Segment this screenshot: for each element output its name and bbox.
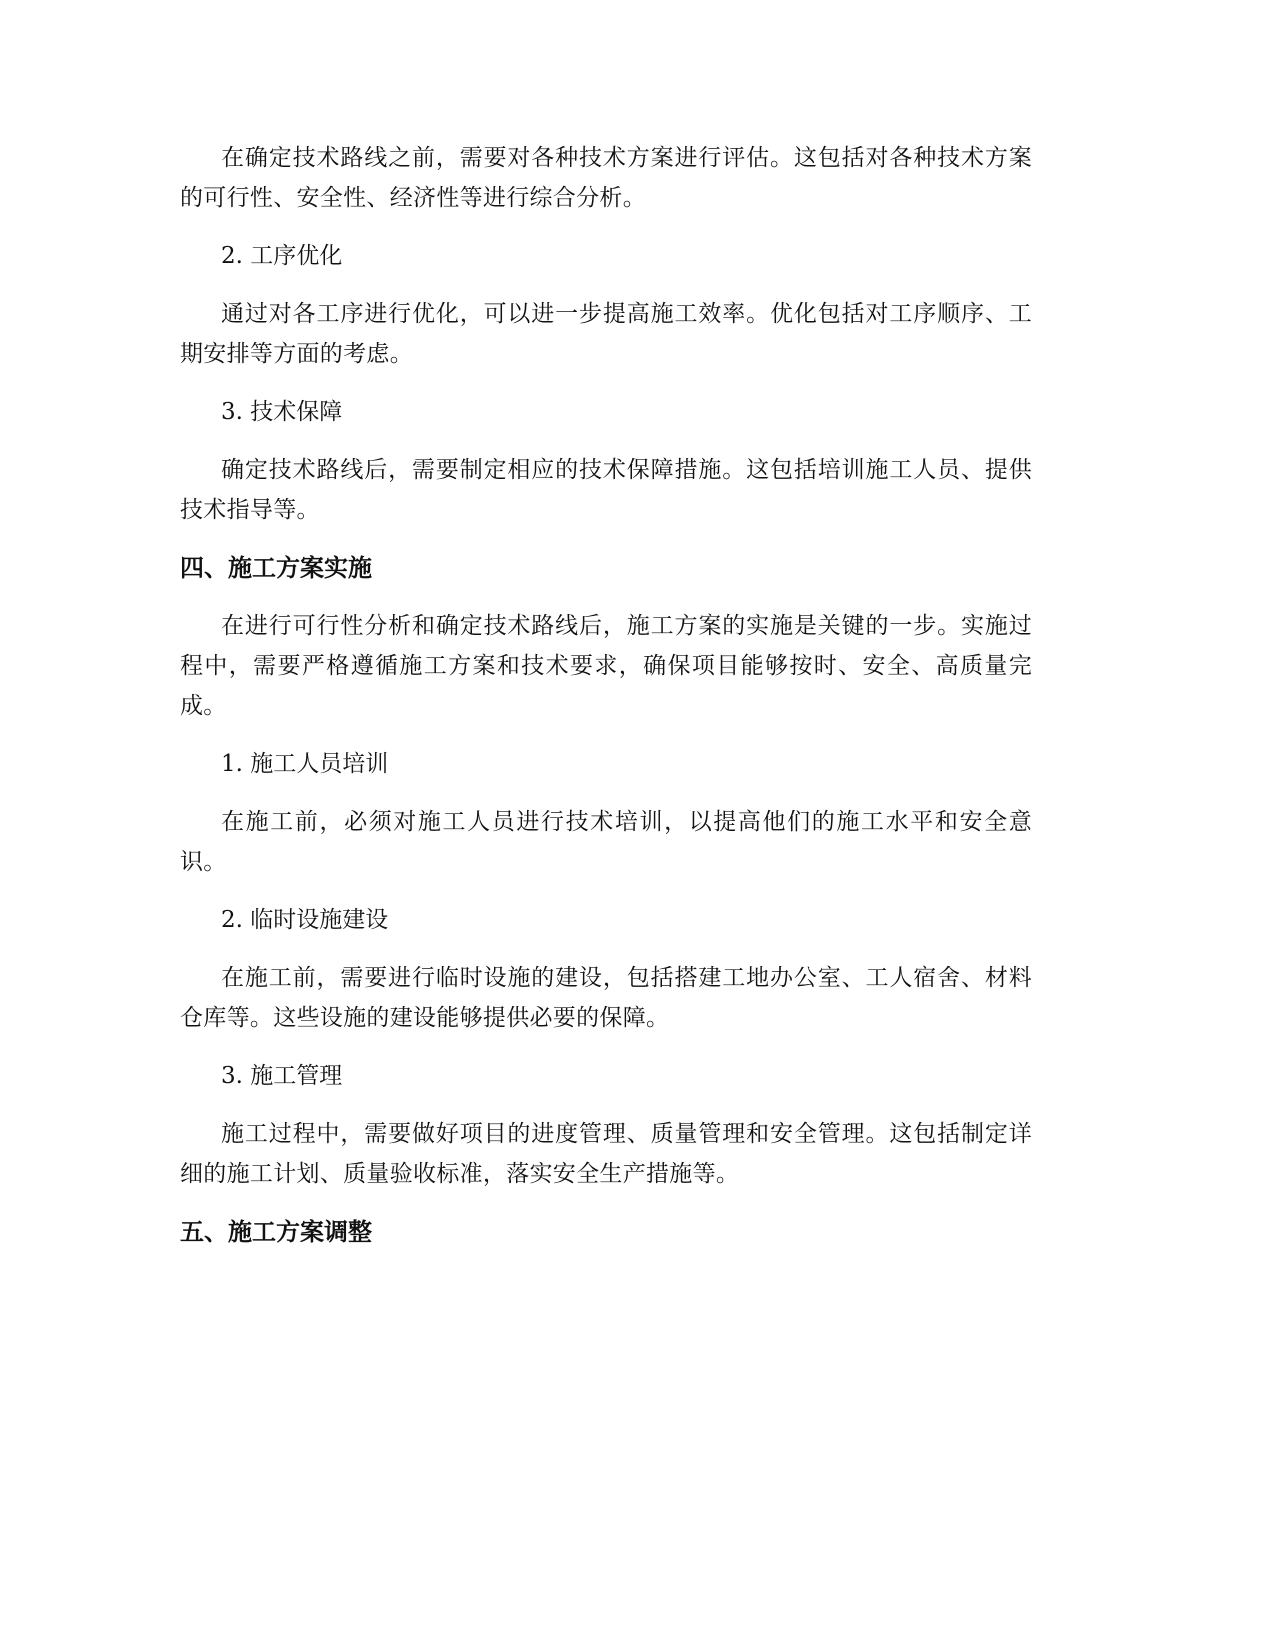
paragraph-implementation-intro: 在进行可行性分析和确定技术路线后，施工方案的实施是关键的一步。实施过程中，需要严格遵循施工方案和技术要求，确保项目能够按时、安全、高质量完成。 <box>180 613 1032 719</box>
paragraph-tech-evaluation: 在确定技术路线之前，需要对各种技术方案进行评估。这包括对各种技术方案的可行性、安全性、经济性等进行综合分析。 <box>180 145 1032 211</box>
section-heading-adjustment: 五、施工方案调整 <box>180 1218 372 1246</box>
paragraph-process-optimization: 通过对各工序进行优化，可以进一步提高施工效率。优化包括对工序顺序、工期安排等方面的考虑。 <box>180 301 1032 367</box>
subheading-process-optimization: 2. 工序优化 <box>221 243 343 269</box>
subheading-staff-training: 1. 施工人员培训 <box>221 751 389 777</box>
subheading-temporary-facilities: 2. 临时设施建设 <box>221 907 389 933</box>
paragraph-temporary-facilities: 在施工前，需要进行临时设施的建设，包括搭建工地办公室、工人宿舍、材料仓库等。这些设施的建设能够提供必要的保障。 <box>180 965 1032 1031</box>
paragraph-staff-training: 在施工前，必须对施工人员进行技术培训，以提高他们的施工水平和安全意识。 <box>180 809 1032 875</box>
subheading-tech-assurance: 3. 技术保障 <box>221 399 343 425</box>
section-heading-implementation: 四、施工方案实施 <box>180 554 372 582</box>
subheading-construction-management: 3. 施工管理 <box>221 1063 343 1089</box>
document-page <box>180 138 1032 1270</box>
paragraph-construction-management: 施工过程中，需要做好项目的进度管理、质量管理和安全管理。这包括制定详细的施工计划、质量验收标准，落实安全生产措施等。 <box>180 1121 1032 1187</box>
paragraph-tech-assurance: 确定技术路线后，需要制定相应的技术保障措施。这包括培训施工人员、提供技术指导等。 <box>180 457 1032 523</box>
